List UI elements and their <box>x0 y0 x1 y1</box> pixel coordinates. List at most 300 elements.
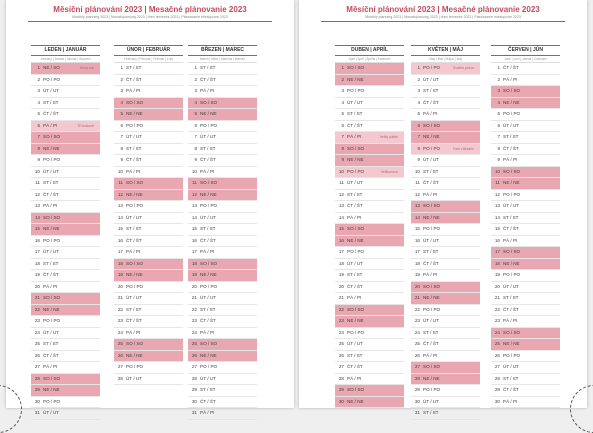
day-row <box>188 316 257 328</box>
weekday-abbrev: PÁ / PI <box>347 134 362 139</box>
day-row <box>335 351 404 363</box>
day-number: 31 <box>34 410 40 415</box>
day-row <box>114 236 183 248</box>
page-subtitle: Monthly planning 2023 | Monatsplanung 2023 | Havi tervezés 2023 | Planowanie miesięczne 2023 <box>365 15 521 19</box>
weekday-abbrev: SO / SO <box>347 306 365 312</box>
day-number: 9 <box>194 157 197 162</box>
month-column <box>188 45 257 420</box>
weekday-abbrev: NE / NE <box>347 318 364 323</box>
day-number: 25 <box>494 341 500 346</box>
weekday-abbrev: SO / SO <box>126 180 144 185</box>
weekday-abbrev: ST / ST <box>126 226 142 231</box>
weekday-abbrev: PÁ / PI <box>347 375 362 381</box>
day-number: 23 <box>34 318 40 323</box>
month-subheader: June | Juni | Június | Czerwiec <box>491 56 560 63</box>
weekday-abbrev: ST / ST <box>200 145 216 151</box>
day-row <box>491 305 560 317</box>
day-number: 12 <box>117 191 123 197</box>
day-row <box>31 362 100 374</box>
day-row <box>335 397 404 409</box>
day-row <box>114 98 183 110</box>
day-number: 2 <box>341 76 344 82</box>
weekday-abbrev: ST / ST <box>423 249 439 254</box>
holiday-note: Velký pátek <box>379 135 398 139</box>
day-row <box>491 121 560 133</box>
day-number: 21 <box>117 295 123 300</box>
day-row <box>188 362 257 374</box>
day-number: 15 <box>34 226 40 231</box>
day-row <box>411 397 480 409</box>
day-row <box>491 362 560 374</box>
weekday-abbrev: SO / SO <box>200 180 218 185</box>
weekday-abbrev: NE / NE <box>423 134 440 139</box>
day-row <box>31 236 100 248</box>
day-row <box>491 178 560 190</box>
weekday-abbrev: PÁ / PI <box>200 410 215 415</box>
day-number: 14 <box>494 214 500 220</box>
weekday-abbrev: NE / NE <box>347 237 364 243</box>
weekday-abbrev: ÚT / UT <box>423 398 439 404</box>
weekday-abbrev: SO / SO <box>347 387 365 392</box>
month-header: ČERVEN | JÚN <box>491 45 560 56</box>
day-row <box>411 259 480 271</box>
weekday-abbrev: PÁ / PI <box>423 272 438 277</box>
day-number: 31 <box>191 410 197 415</box>
day-number: 9 <box>341 157 344 162</box>
day-number: 16 <box>414 237 420 243</box>
day-number: 15 <box>191 226 197 231</box>
day-number: 12 <box>191 191 197 197</box>
day-row <box>31 86 100 98</box>
day-row <box>335 270 404 282</box>
header-divider <box>28 21 272 22</box>
day-row <box>188 178 257 190</box>
weekday-abbrev: ČT / ŠT <box>503 145 519 151</box>
day-row <box>411 224 480 236</box>
day-number: 23 <box>117 318 123 323</box>
day-number: 24 <box>34 329 40 335</box>
day-number: 26 <box>34 352 40 358</box>
month-column <box>335 45 404 408</box>
day-number: 14 <box>117 214 123 220</box>
day-row <box>411 408 480 420</box>
weekday-abbrev: NE / NE <box>43 306 60 312</box>
weekday-abbrev: SO / SO <box>423 122 441 128</box>
weekday-abbrev: PÁ / PI <box>503 237 518 243</box>
day-number: 26 <box>414 352 420 358</box>
day-number: 25 <box>338 341 344 346</box>
weekday-abbrev: ST / ST <box>200 387 216 392</box>
month-column <box>411 45 480 420</box>
day-row <box>31 328 100 340</box>
left-page <box>6 0 294 415</box>
day-number: 1 <box>497 65 500 70</box>
weekday-abbrev: PO / PO <box>200 122 218 128</box>
day-row <box>335 121 404 133</box>
day-row <box>411 155 480 167</box>
weekday-abbrev: PÁ / PI <box>43 283 58 289</box>
day-number: 6 <box>497 122 500 128</box>
day-row <box>491 385 560 397</box>
weekday-abbrev: ČT / ŠT <box>200 157 216 162</box>
day-row <box>335 178 404 190</box>
weekday-abbrev: ÚT / UT <box>200 214 216 220</box>
weekday-abbrev: SO / SO <box>423 283 441 289</box>
day-row <box>411 385 480 397</box>
day-row <box>335 374 404 386</box>
day-row <box>491 63 560 75</box>
day-number: 1 <box>120 65 123 70</box>
weekday-abbrev: ČT / ŠT <box>200 398 216 404</box>
day-row <box>188 224 257 236</box>
day-number: 27 <box>338 364 344 369</box>
day-number: 10 <box>191 168 197 174</box>
day-row <box>188 98 257 110</box>
day-number: 1 <box>341 65 344 70</box>
weekday-abbrev: ČT / ŠT <box>347 283 363 289</box>
weekday-abbrev: PÁ / PI <box>503 398 518 404</box>
day-number: 30 <box>34 398 40 404</box>
day-number: 13 <box>34 203 40 208</box>
weekday-abbrev: ČT / ŠT <box>200 318 216 323</box>
weekday-abbrev: ČT / ŠT <box>503 306 519 312</box>
day-row <box>411 86 480 98</box>
day-number: 15 <box>414 226 420 231</box>
day-number: 26 <box>191 352 197 358</box>
day-number: 13 <box>338 203 344 208</box>
holiday-note: Velikonoce <box>380 169 398 174</box>
weekday-abbrev: ÚT / UT <box>503 283 519 289</box>
day-number: 25 <box>191 341 197 346</box>
weekday-abbrev: ČT / ŠT <box>43 272 59 277</box>
month-header: KVĚTEN | MÁJ <box>411 45 480 56</box>
weekday-abbrev: ÚT / UT <box>503 203 519 208</box>
day-row <box>335 385 404 397</box>
weekday-abbrev: ÚT / UT <box>347 180 363 185</box>
weekday-abbrev: SO / SO <box>126 99 144 105</box>
day-number: 1 <box>194 65 197 70</box>
day-row <box>491 293 560 305</box>
day-number: 28 <box>191 375 197 381</box>
weekday-abbrev: NE / NE <box>503 341 520 346</box>
weekday-abbrev: ST / ST <box>126 306 142 312</box>
weekday-abbrev: ČT / ŠT <box>200 76 216 82</box>
day-row <box>114 351 183 363</box>
day-number: 31 <box>414 410 420 415</box>
day-number: 20 <box>414 283 420 289</box>
day-number: 26 <box>494 352 500 358</box>
day-number: 6 <box>194 122 197 128</box>
weekday-abbrev: PO / PO <box>503 272 521 277</box>
day-row <box>335 247 404 259</box>
day-number: 7 <box>120 134 123 139</box>
weekday-abbrev: SO / SO <box>200 99 218 105</box>
day-number: 5 <box>341 111 344 116</box>
day-number: 12 <box>494 191 500 197</box>
day-number: 5 <box>417 111 420 116</box>
weekday-abbrev: ÚT / UT <box>43 329 59 335</box>
day-row <box>411 178 480 190</box>
weekday-abbrev: NE / NE <box>423 214 440 220</box>
weekday-abbrev: PÁ / PI <box>126 168 141 174</box>
day-row <box>335 167 404 179</box>
weekday-abbrev: PÁ / PI <box>43 122 58 128</box>
weekday-abbrev: NE / NE <box>503 260 520 266</box>
weekday-abbrev: ST / ST <box>503 295 519 300</box>
day-row <box>114 132 183 144</box>
weekday-abbrev: SO / SO <box>43 295 61 300</box>
day-number: 14 <box>414 214 420 220</box>
day-number: 11 <box>339 180 344 185</box>
weekday-abbrev: NE / NE <box>503 180 520 185</box>
day-number: 23 <box>338 318 344 323</box>
month-column <box>491 45 560 408</box>
weekday-abbrev: SO / SO <box>347 65 365 70</box>
day-row <box>31 374 100 386</box>
month-header: BŘEZEN | MAREC <box>188 45 257 56</box>
weekday-abbrev: ST / ST <box>200 306 216 312</box>
holiday-note: Nový rok <box>79 66 94 70</box>
right-page <box>299 0 587 415</box>
weekday-abbrev: PO / PO <box>43 76 61 82</box>
day-number: 29 <box>191 387 197 392</box>
day-row <box>411 98 480 110</box>
weekday-abbrev: NE / NE <box>43 387 60 392</box>
day-number: 13 <box>117 203 123 208</box>
day-row <box>31 213 100 225</box>
day-row <box>188 305 257 317</box>
weekday-abbrev: ČT / ŠT <box>423 260 439 266</box>
day-row <box>411 270 480 282</box>
weekday-abbrev: SO / SO <box>503 168 521 174</box>
day-number: 19 <box>191 272 197 277</box>
day-row <box>411 305 480 317</box>
day-row <box>31 155 100 167</box>
day-number: 24 <box>338 329 344 335</box>
weekday-abbrev: ÚT / UT <box>43 410 59 415</box>
weekday-abbrev: PÁ / PI <box>423 352 438 358</box>
day-row <box>188 155 257 167</box>
weekday-abbrev: ÚT / UT <box>347 99 363 105</box>
day-number: 29 <box>414 387 420 392</box>
month-subheader: May | Mai | Május | Maj <box>411 56 480 63</box>
day-number: 5 <box>497 111 500 116</box>
day-number: 16 <box>338 237 344 243</box>
day-row <box>31 178 100 190</box>
day-number: 8 <box>120 145 123 151</box>
weekday-abbrev: ST / ST <box>423 329 439 335</box>
day-row <box>188 328 257 340</box>
weekday-abbrev: ST / ST <box>347 272 363 277</box>
day-number: 18 <box>34 260 40 266</box>
day-number: 23 <box>494 318 500 323</box>
day-row <box>411 316 480 328</box>
weekday-abbrev: ST / ST <box>503 214 519 220</box>
weekday-abbrev: PO / PO <box>347 88 365 93</box>
day-number: 3 <box>341 88 344 93</box>
day-row <box>491 98 560 110</box>
day-row <box>31 167 100 179</box>
weekday-abbrev: ST / ST <box>200 65 216 70</box>
day-row <box>114 190 183 202</box>
day-row <box>335 155 404 167</box>
day-number: 23 <box>191 318 197 323</box>
day-number: 16 <box>117 237 123 243</box>
day-number: 4 <box>417 99 420 105</box>
page-title: Měsíční plánování 2023 | Mesačné plánovanie 2023 <box>346 5 540 14</box>
day-row <box>491 144 560 156</box>
month-subheader: March | März | Március | Marzec <box>188 56 257 63</box>
day-number: 17 <box>338 249 344 254</box>
weekday-abbrev: ST / ST <box>423 88 439 93</box>
day-row <box>114 121 183 133</box>
weekday-abbrev: PO / PO <box>200 364 218 369</box>
day-row <box>188 121 257 133</box>
weekday-abbrev: ČT / ŠT <box>503 226 519 231</box>
day-row <box>411 75 480 87</box>
day-row <box>114 155 183 167</box>
weekday-abbrev: NE / NE <box>423 295 440 300</box>
weekday-abbrev: ST / ST <box>423 410 439 415</box>
day-row <box>188 282 257 294</box>
day-row <box>31 259 100 271</box>
day-number: 3 <box>497 88 500 93</box>
weekday-abbrev: NE / NE <box>126 272 143 277</box>
day-number: 10 <box>338 168 344 174</box>
day-number: 17 <box>117 249 123 254</box>
day-row <box>335 132 404 144</box>
weekday-abbrev: PO / PO <box>43 398 61 404</box>
day-row <box>491 351 560 363</box>
day-row <box>31 351 100 363</box>
weekday-abbrev: SO / SO <box>200 341 218 346</box>
month-header: DUBEN | APRÍL <box>335 45 404 56</box>
day-row <box>411 167 480 179</box>
weekday-abbrev: ČT / ŠT <box>43 352 59 358</box>
weekday-abbrev: ČT / ŠT <box>126 157 142 162</box>
day-row <box>411 132 480 144</box>
day-number: 4 <box>37 99 40 105</box>
day-number: 2 <box>417 76 420 82</box>
day-number: 2 <box>194 76 197 82</box>
day-row <box>411 201 480 213</box>
day-row <box>114 144 183 156</box>
day-number: 27 <box>494 364 500 369</box>
day-number: 21 <box>338 295 344 300</box>
day-row <box>188 109 257 121</box>
day-row <box>114 339 183 351</box>
weekday-abbrev: PO / PO <box>347 329 365 335</box>
weekday-abbrev: PO / PO <box>43 157 61 162</box>
weekday-abbrev: ST / ST <box>200 226 216 231</box>
weekday-abbrev: PO / PO <box>200 203 218 208</box>
weekday-abbrev: ÚT / UT <box>347 341 363 346</box>
day-row <box>491 132 560 144</box>
day-row <box>31 63 100 75</box>
day-row <box>188 132 257 144</box>
weekday-abbrev: ÚT / UT <box>503 364 519 369</box>
day-row <box>491 397 560 409</box>
day-number: 5 <box>37 111 40 116</box>
month-subheader: April | April | Április | Kwiecień <box>335 56 404 63</box>
day-number: 8 <box>194 145 197 151</box>
day-row <box>491 236 560 248</box>
day-number: 11 <box>192 180 197 185</box>
weekday-abbrev: ST / ST <box>43 341 59 346</box>
weekday-abbrev: PO / PO <box>503 111 521 116</box>
day-number: 16 <box>494 237 500 243</box>
month-header: LEDEN | JANUÁR <box>31 45 100 56</box>
day-row <box>491 270 560 282</box>
weekday-abbrev: ÚT / UT <box>126 134 142 139</box>
day-row <box>411 247 480 259</box>
day-number: 11 <box>495 180 500 185</box>
weekday-abbrev: ÚT / UT <box>423 237 439 243</box>
weekday-abbrev: PO / PO <box>43 237 61 243</box>
day-number: 1 <box>417 65 420 70</box>
weekday-abbrev: ČT / ŠT <box>43 191 59 197</box>
weekday-abbrev: PÁ / PI <box>200 249 215 254</box>
day-row <box>335 63 404 75</box>
weekday-abbrev: ÚT / UT <box>126 295 142 300</box>
day-number: 4 <box>194 99 197 105</box>
weekday-abbrev: ÚT / UT <box>200 134 216 139</box>
day-row <box>31 247 100 259</box>
weekday-abbrev: ÚT / UT <box>423 76 439 82</box>
weekday-abbrev: ČT / ŠT <box>423 341 439 346</box>
day-row <box>411 121 480 133</box>
weekday-abbrev: NE / NE <box>347 76 364 82</box>
day-row <box>335 75 404 87</box>
weekday-abbrev: PO / PO <box>126 203 144 208</box>
weekday-abbrev: PÁ / PI <box>126 88 141 93</box>
weekday-abbrev: PO / PO <box>423 226 441 231</box>
weekday-abbrev: SO / SO <box>503 249 521 254</box>
weekday-abbrev: SO / SO <box>43 134 61 139</box>
weekday-abbrev: SO / SO <box>347 145 365 151</box>
weekday-abbrev: SO / SO <box>126 260 144 266</box>
day-number: 6 <box>341 122 344 128</box>
day-row <box>114 201 183 213</box>
day-number: 3 <box>417 88 420 93</box>
weekday-abbrev: NE / NE <box>503 99 520 105</box>
day-number: 15 <box>338 226 344 231</box>
day-number: 21 <box>494 295 500 300</box>
day-number: 19 <box>34 272 40 277</box>
day-number: 27 <box>414 364 420 369</box>
day-row <box>31 339 100 351</box>
day-number: 5 <box>194 111 197 116</box>
day-row <box>335 339 404 351</box>
day-row <box>114 362 183 374</box>
weekday-abbrev: ÚT / UT <box>423 318 439 323</box>
month-column <box>114 45 183 385</box>
day-number: 16 <box>191 237 197 243</box>
day-row <box>188 270 257 282</box>
day-number: 14 <box>338 214 344 220</box>
day-row <box>335 224 404 236</box>
day-number: 22 <box>414 306 420 312</box>
weekday-abbrev: NE / NE <box>200 191 217 197</box>
day-row <box>31 385 100 397</box>
day-row <box>335 328 404 340</box>
day-row <box>411 374 480 386</box>
day-row <box>31 190 100 202</box>
day-row <box>31 132 100 144</box>
day-row <box>335 305 404 317</box>
day-number: 18 <box>117 260 123 266</box>
weekday-abbrev: PÁ / PI <box>423 111 438 116</box>
